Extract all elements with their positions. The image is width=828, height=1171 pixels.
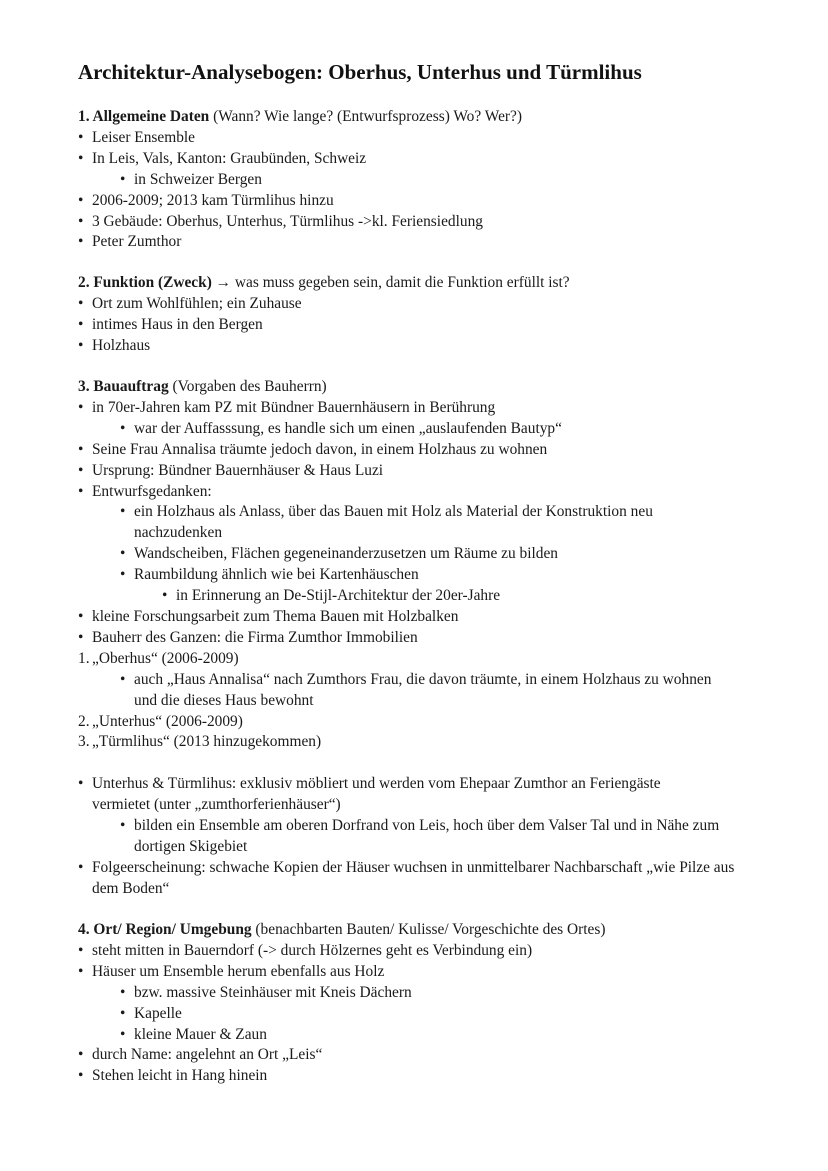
- bullet-marker: •: [78, 461, 84, 479]
- bullet-marker: •: [78, 336, 84, 354]
- bullet-marker: •: [120, 983, 126, 1001]
- list-item: • Stehen leicht in Hang hinein: [78, 1066, 768, 1087]
- number-marker: 1.: [78, 649, 90, 667]
- section-heading-rest: (Wann? Wie lange? (Entwurfsprozess) Wo? Wer?): [209, 108, 522, 125]
- bullet-marker: •: [78, 628, 84, 646]
- section-heading-bold: 3. Bauauftrag: [78, 378, 169, 395]
- bullet-marker: •: [120, 419, 126, 437]
- bullet-marker: •: [78, 1067, 84, 1085]
- list-subitem: • war der Auffasssung, es handle sich um einen „auslaufenden Bautyp“: [78, 419, 768, 440]
- section-heading: [78, 107, 768, 128]
- list-item: • Ursprung: Bündner Bauernhäuser & Haus Luzi: [78, 461, 768, 482]
- list-item: • Bauherr des Ganzen: die Firma Zumthor Immobilien: [78, 628, 768, 649]
- list-subitem: • Wandscheiben, Flächen gegeneinanderzusetzen um Räume zu bilden: [78, 544, 768, 565]
- section-heading: [78, 377, 768, 398]
- bullet-marker: •: [78, 212, 84, 230]
- bullet-marker: •: [120, 1025, 126, 1043]
- document-title: Architektur-Analysebogen: Oberhus, Unterhus und Türmlihus: [78, 60, 642, 84]
- bullet-marker: •: [78, 315, 84, 333]
- bullet-marker: •: [120, 1004, 126, 1022]
- bullet-marker: •: [78, 191, 84, 209]
- list-item: • 2006-2009; 2013 kam Türmlihus hinzu: [78, 191, 768, 212]
- list-item: • Holzhaus: [78, 336, 768, 357]
- list-item: • in 70er-Jahren kam PZ mit Bündner Bauernhäusern in Berührung: [78, 398, 768, 419]
- list-item: • kleine Forschungsarbeit zum Thema Bauen mit Holzbalken: [78, 607, 768, 628]
- bullet-marker: •: [78, 1046, 84, 1064]
- bullet-marker: •: [78, 398, 84, 416]
- section-heading-rest: (benachbarten Bauten/ Kulisse/ Vorgeschichte des Ortes): [251, 921, 606, 938]
- bullet-marker: •: [120, 170, 126, 188]
- number-marker: 3.: [78, 733, 90, 751]
- bullet-marker: •: [78, 941, 84, 959]
- list-item: • Ort zum Wohlfühlen; ein Zuhause: [78, 294, 768, 315]
- list-item: • In Leis, Vals, Kanton: Graubünden, Schweiz: [78, 149, 768, 170]
- list-subitem: • ein Holzhaus als Anlass, über das Bauen mit Holz als Material der Konstruktion neu nachzudenken: [120, 503, 653, 542]
- list-item: • durch Name: angelehnt an Ort „Leis“: [78, 1045, 768, 1066]
- number-marker: 2.: [78, 712, 90, 730]
- numbered-item: 1. „Oberhus“ (2006-2009): [78, 649, 768, 670]
- numbered-item: 2. „Unterhus“ (2006-2009): [78, 712, 768, 733]
- section-heading-bold: 1. Allgemeine Daten: [78, 108, 210, 125]
- list-subitem: • auch „Haus Annalisa“ nach Zumthors Frau, die davon träumte, in einem Holzhaus zu wohnen und die dieses Haus bewohnt: [120, 670, 712, 709]
- list-item: • steht mitten in Bauerndorf (-> durch Hölzernes geht es Verbindung ein): [78, 941, 768, 962]
- bullet-marker: •: [78, 962, 84, 980]
- section-general-data: [78, 107, 768, 253]
- section-commission: [78, 377, 768, 900]
- list-subitem: • Raumbildung ähnlich wie bei Kartenhäuschen: [78, 565, 768, 586]
- bullet-marker: •: [78, 128, 84, 146]
- section-heading: [78, 920, 768, 941]
- section-heading: [78, 273, 768, 294]
- list-item: • intimes Haus in den Bergen: [78, 315, 768, 336]
- list-subsubitem: • in Erinnerung an De-Stijl-Architektur der 20er-Jahre: [78, 586, 768, 607]
- list-subitem: • bilden ein Ensemble am oberen Dorfrand von Leis, hoch über dem Valser Tal und in Nähe zum dortigen Skigebiet: [120, 817, 720, 855]
- section-heading-rest: (Vorgaben des Bauherrn): [168, 378, 327, 395]
- bullet-marker: •: [78, 294, 84, 312]
- section-location: [78, 920, 768, 1087]
- spacer: [78, 753, 768, 774]
- list-subitem: • kleine Mauer & Zaun: [78, 1025, 768, 1046]
- section-heading-bold: 2. Funktion (Zweck) →: [78, 274, 232, 291]
- bullet-marker: •: [162, 587, 168, 605]
- bullet-marker: •: [120, 503, 126, 521]
- bullet-marker: •: [120, 545, 126, 563]
- bullet-marker: •: [78, 440, 84, 458]
- list-item: • Häuser um Ensemble herum ebenfalls aus Holz: [78, 962, 768, 983]
- bullet-marker: •: [78, 233, 84, 251]
- bullet-marker: •: [78, 858, 84, 876]
- section-heading-rest: was muss gegeben sein, damit die Funktion erfüllt ist?: [231, 274, 570, 291]
- bullet-marker: •: [120, 817, 126, 835]
- list-subitem: • Kapelle: [78, 1004, 768, 1025]
- section-heading-bold: 4. Ort/ Region/ Umgebung: [78, 921, 252, 938]
- list-subitem: • bzw. massive Steinhäuser mit Kneis Dächern: [78, 983, 768, 1004]
- list-item: • Leiser Ensemble: [78, 128, 768, 149]
- bullet-marker: •: [78, 482, 84, 500]
- list-item: • Entwurfsgedanken:: [78, 482, 768, 503]
- list-item: • 3 Gebäude: Oberhus, Unterhus, Türmlihus ->kl. Feriensiedlung: [78, 212, 768, 233]
- list-subitem: • in Schweizer Bergen: [78, 170, 768, 191]
- bullet-marker: •: [120, 670, 126, 688]
- bullet-marker: •: [78, 607, 84, 625]
- list-item: • Seine Frau Annalisa träumte jedoch davon, in einem Holzhaus zu wohnen: [78, 440, 768, 461]
- bullet-marker: •: [78, 775, 84, 793]
- section-function: [78, 273, 768, 357]
- list-item: • Folgeerscheinung: schwache Kopien der Häuser wuchsen in unmittelbarer Nachbarschaft „wie Pilze aus dem Boden“: [78, 858, 735, 897]
- bullet-marker: •: [120, 566, 126, 584]
- numbered-item: 3. „Türmlihus“ (2013 hinzugekommen): [78, 732, 768, 753]
- bullet-marker: •: [78, 149, 84, 167]
- list-item: • Peter Zumthor: [78, 232, 768, 253]
- list-item: • Unterhus & Türmlihus: exklusiv möbliert und werden vom Ehepaar Zumthor an Feriengäste vermietet (unter „zumthorferienhäuser“): [78, 775, 661, 814]
